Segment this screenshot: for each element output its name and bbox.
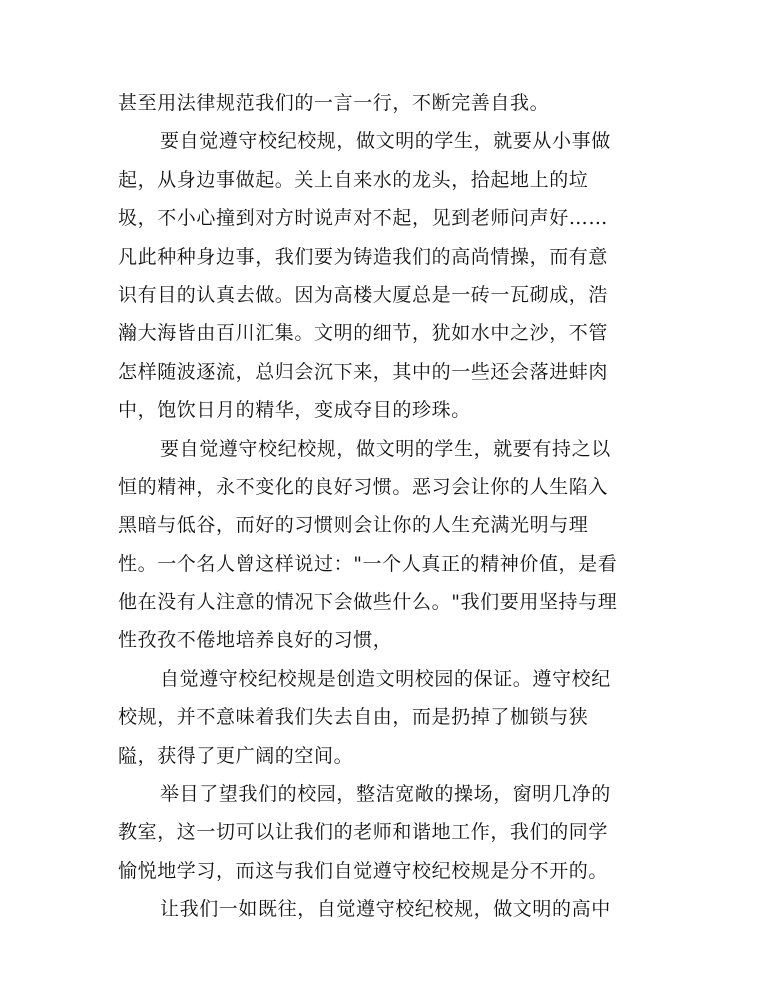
text-line: 起，从身边事做起。关上自来水的龙头，拾起地上的垃 [118,168,589,191]
text-line: 自觉遵守校纪校规是创造文明校园的保证。遵守校纪 [160,667,611,690]
text-line: 他在没有人注意的情况下会做些什么。"我们要用坚持与理 [118,591,618,614]
text-line: 甚至用法律规范我们的一言一行，不断完善自我。 [118,92,550,114]
text-line: 要自觉遵守校纪校规，做文明的学生，就要有持之以 [160,437,611,460]
text-line: 校规，并不意味着我们失去自由，而是扔掉了枷锁与狭 [118,706,589,729]
text-line: 怎样随波逐流，总归会沉下来，其中的一些还会落进蚌肉 [118,360,609,383]
text-line: 隘，获得了更广阔的空间。 [118,744,354,767]
text-line: 识有目的认真去做。因为高楼大厦总是一砖一瓦砌成，浩 [118,283,609,306]
text-line: 中，饱饮日月的精华，变成夺目的珍珠。 [118,399,471,422]
text-line: 性孜孜不倦地培养良好的习惯， [118,629,393,652]
text-line: 瀚大海皆由百川汇集。文明的细节，犹如水中之沙，不管 [118,322,609,345]
text-line: 黑暗与低谷，而好的习惯则会让你的人生充满光明与理 [118,514,589,537]
text-line: 要自觉遵守校纪校规，做文明的学生，就要从小事做 [160,130,611,153]
text-line: 教室，这一切可以让我们的老师和谐地工作，我们的同学 [118,821,609,844]
text-line: 让我们一如既往，自觉遵守校纪校规，做文明的高中 [160,898,611,921]
text-line: 恒的精神，永不变化的良好习惯。恶习会让你的人生陷入 [118,475,609,498]
text-line: 举目了望我们的校园，整洁宽敞的操场，窗明几净的 [160,783,611,806]
text-line: 凡此种种身边事，我们要为铸造我们的高尚情操，而有意 [118,245,609,268]
text-line: 性。一个名人曾这样说过："一个人真正的精神价值，是看 [118,552,618,575]
text-line: 愉悦地学习，而这与我们自觉遵守校纪校规是分不开的。 [118,859,609,882]
document-body [118,84,658,929]
text-line: 圾，不小心撞到对方时说声对不起，见到老师问声好…… [118,207,609,230]
